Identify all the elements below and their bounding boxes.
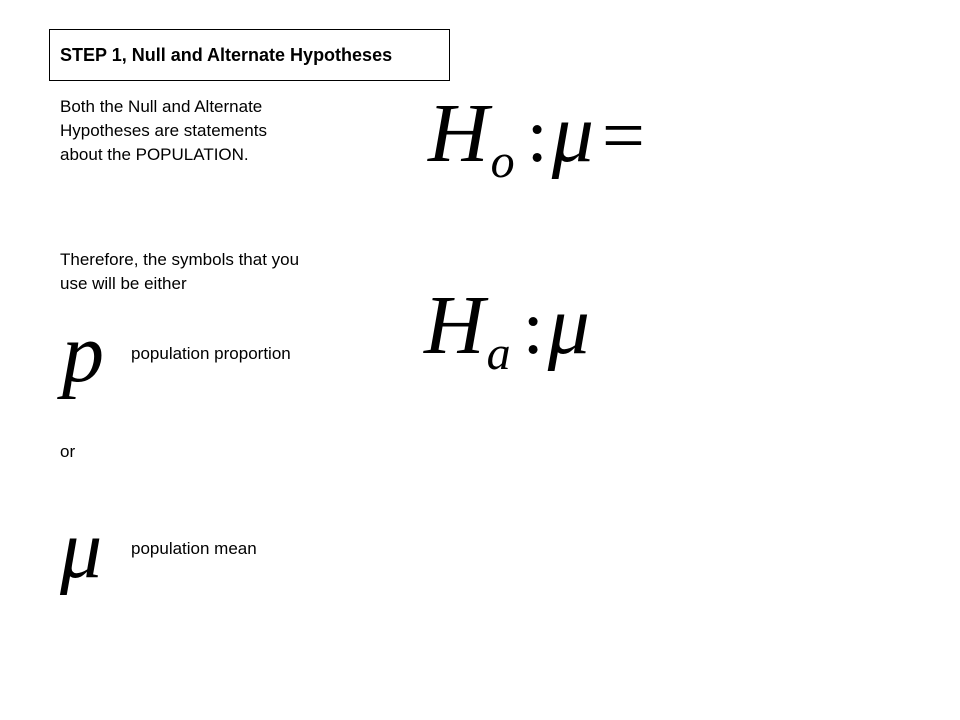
or-text: or — [60, 442, 76, 461]
slide-title-text: STEP 1, Null and Alternate Hypotheses — [60, 44, 393, 65]
null-param: μ — [551, 87, 594, 180]
proportion-label: population proportion — [131, 344, 291, 363]
proportion-symbol: p — [62, 307, 104, 400]
therefore-paragraph — [60, 248, 299, 296]
intro-line: Hypotheses are statements — [60, 121, 267, 140]
slide-title — [49, 29, 450, 81]
null-operator: = — [601, 94, 645, 178]
alt-colon: : — [522, 286, 544, 370]
alternate-hypothesis-equation — [424, 279, 598, 380]
alt-param: μ — [547, 279, 590, 372]
intro-line: about the POPULATION. — [60, 145, 249, 164]
alt-h: H — [424, 279, 485, 372]
therefore-line: use will be either — [60, 274, 187, 293]
alt-subscript: a — [486, 327, 511, 380]
null-hypothesis-equation — [428, 87, 645, 188]
intro-paragraph — [60, 95, 267, 167]
mean-label: population mean — [131, 539, 257, 558]
null-h: H — [428, 87, 489, 180]
intro-line: Both the Null and Alternate — [60, 97, 263, 116]
mean-symbol: μ — [60, 503, 103, 596]
null-subscript: o — [490, 135, 515, 188]
therefore-line: Therefore, the symbols that you — [60, 250, 300, 269]
null-colon: : — [526, 94, 548, 178]
